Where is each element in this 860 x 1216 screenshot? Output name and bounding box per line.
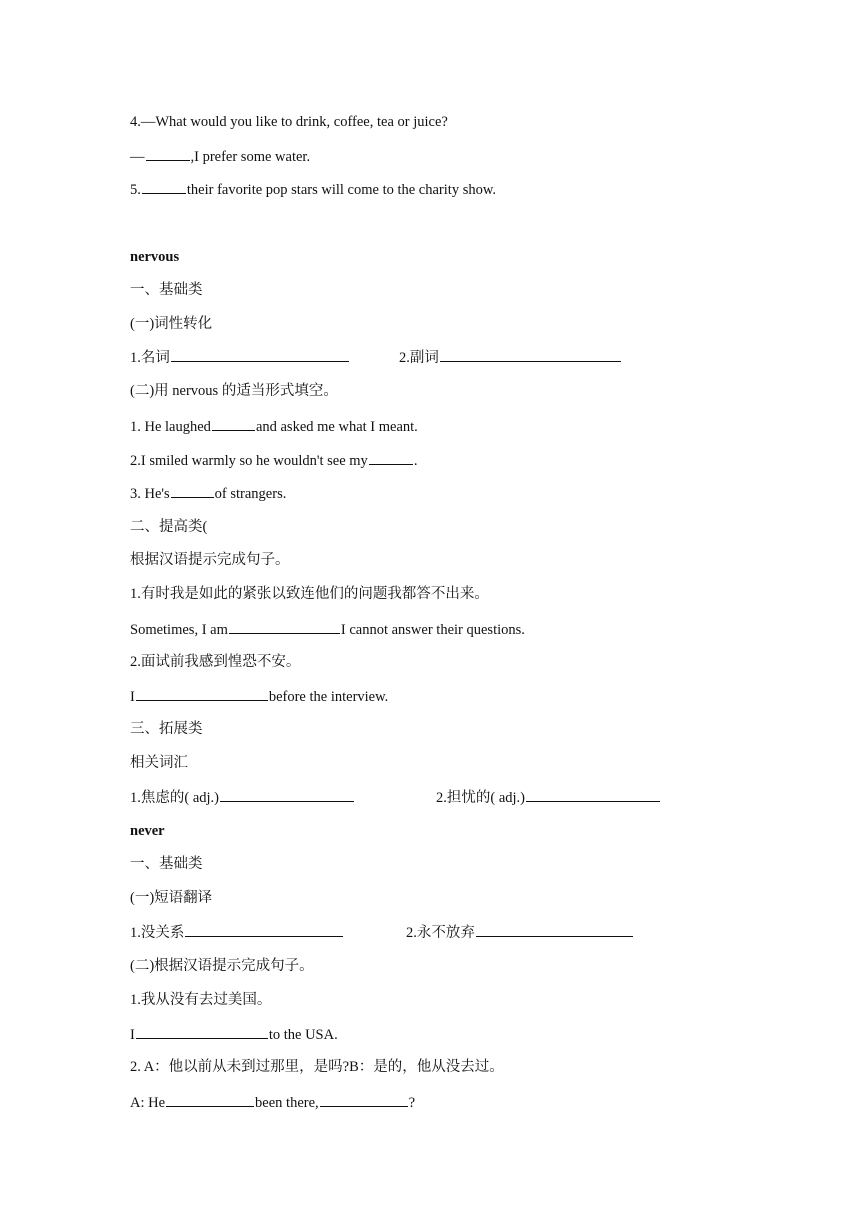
section-basic: 一、基础类 — [130, 282, 203, 298]
answer-blank[interactable] — [142, 180, 186, 194]
subsection-phrase-translation: (一)短语翻译 — [130, 890, 213, 906]
answer-blank[interactable] — [476, 923, 633, 937]
answer-blank[interactable] — [185, 923, 343, 937]
answer-blank[interactable] — [320, 1093, 408, 1107]
subsection-complete-never: (二)根据汉语提示完成句子。 — [130, 958, 314, 974]
word-form-row: 1.名词 — [130, 348, 350, 367]
instruction-complete: 根据汉语提示完成句子。 — [130, 552, 290, 568]
question-5: 5. their favorite pop stars will come to the charity show. — [130, 182, 496, 198]
answer-blank[interactable] — [526, 788, 660, 802]
answer-blank[interactable] — [171, 484, 214, 498]
question-4: 4.—What would you like to drink, coffee, tea or juice? — [130, 114, 448, 130]
answer-blank[interactable] — [220, 788, 354, 802]
heading-never: never — [130, 823, 165, 839]
fill-2: 2.I smiled warmly so he wouldn't see my . — [130, 453, 418, 469]
answer-blank[interactable] — [369, 451, 413, 465]
never-sentence-1-chinese: 1.我从没有去过美国。 — [130, 992, 272, 1008]
section-extension: 三、拓展类 — [130, 721, 203, 737]
fill-3: 3. He's of strangers. — [130, 486, 287, 502]
section-advanced: 二、提高类( — [130, 519, 208, 535]
question-4-answer: — ,I prefer some water. — [130, 149, 311, 165]
answer-blank[interactable] — [136, 1025, 268, 1039]
answer-blank[interactable] — [229, 620, 340, 634]
answer-blank[interactable] — [212, 417, 255, 431]
subsection-word-forms: (一)词性转化 — [130, 316, 213, 332]
related-row: 1.焦虑的( adj.) — [130, 788, 355, 807]
section-basic-never: 一、基础类 — [130, 856, 203, 872]
phrase-row: 1.没关系 — [130, 923, 344, 942]
subsection-fill-nervous: (二)用 nervous 的适当形式填空。 — [130, 383, 338, 399]
never-sentence-1-english: I to the USA. — [130, 1027, 338, 1043]
answer-blank[interactable] — [146, 147, 190, 161]
never-sentence-2-chinese: 2. A：他以前从未到过那里，是吗?B：是的，他从没去过。 — [130, 1059, 504, 1075]
answer-blank[interactable] — [171, 348, 349, 362]
related-worried: 2.担忧的( adj.) — [436, 788, 661, 807]
answer-blank[interactable] — [166, 1093, 254, 1107]
sentence-1-english: Sometimes, I am I cannot answer their questions. — [130, 622, 525, 638]
answer-blank[interactable] — [136, 687, 268, 701]
heading-nervous: nervous — [130, 249, 180, 265]
word-form-adverb: 2.副词 — [399, 348, 622, 367]
fill-1: 1. He laughed and asked me what I meant. — [130, 419, 418, 435]
sentence-1-chinese: 1.有时我是如此的紧张以致连他们的问题我都答不出来。 — [130, 586, 489, 602]
sentence-2-english: I before the interview. — [130, 689, 389, 705]
related-words: 相关词汇 — [130, 755, 188, 771]
sentence-2-chinese: 2.面试前我感到惶恐不安。 — [130, 654, 301, 670]
never-sentence-2-english: A: He been there, ? — [130, 1095, 416, 1111]
answer-blank[interactable] — [440, 348, 621, 362]
phrase-never-give-up: 2.永不放弃 — [406, 923, 634, 942]
